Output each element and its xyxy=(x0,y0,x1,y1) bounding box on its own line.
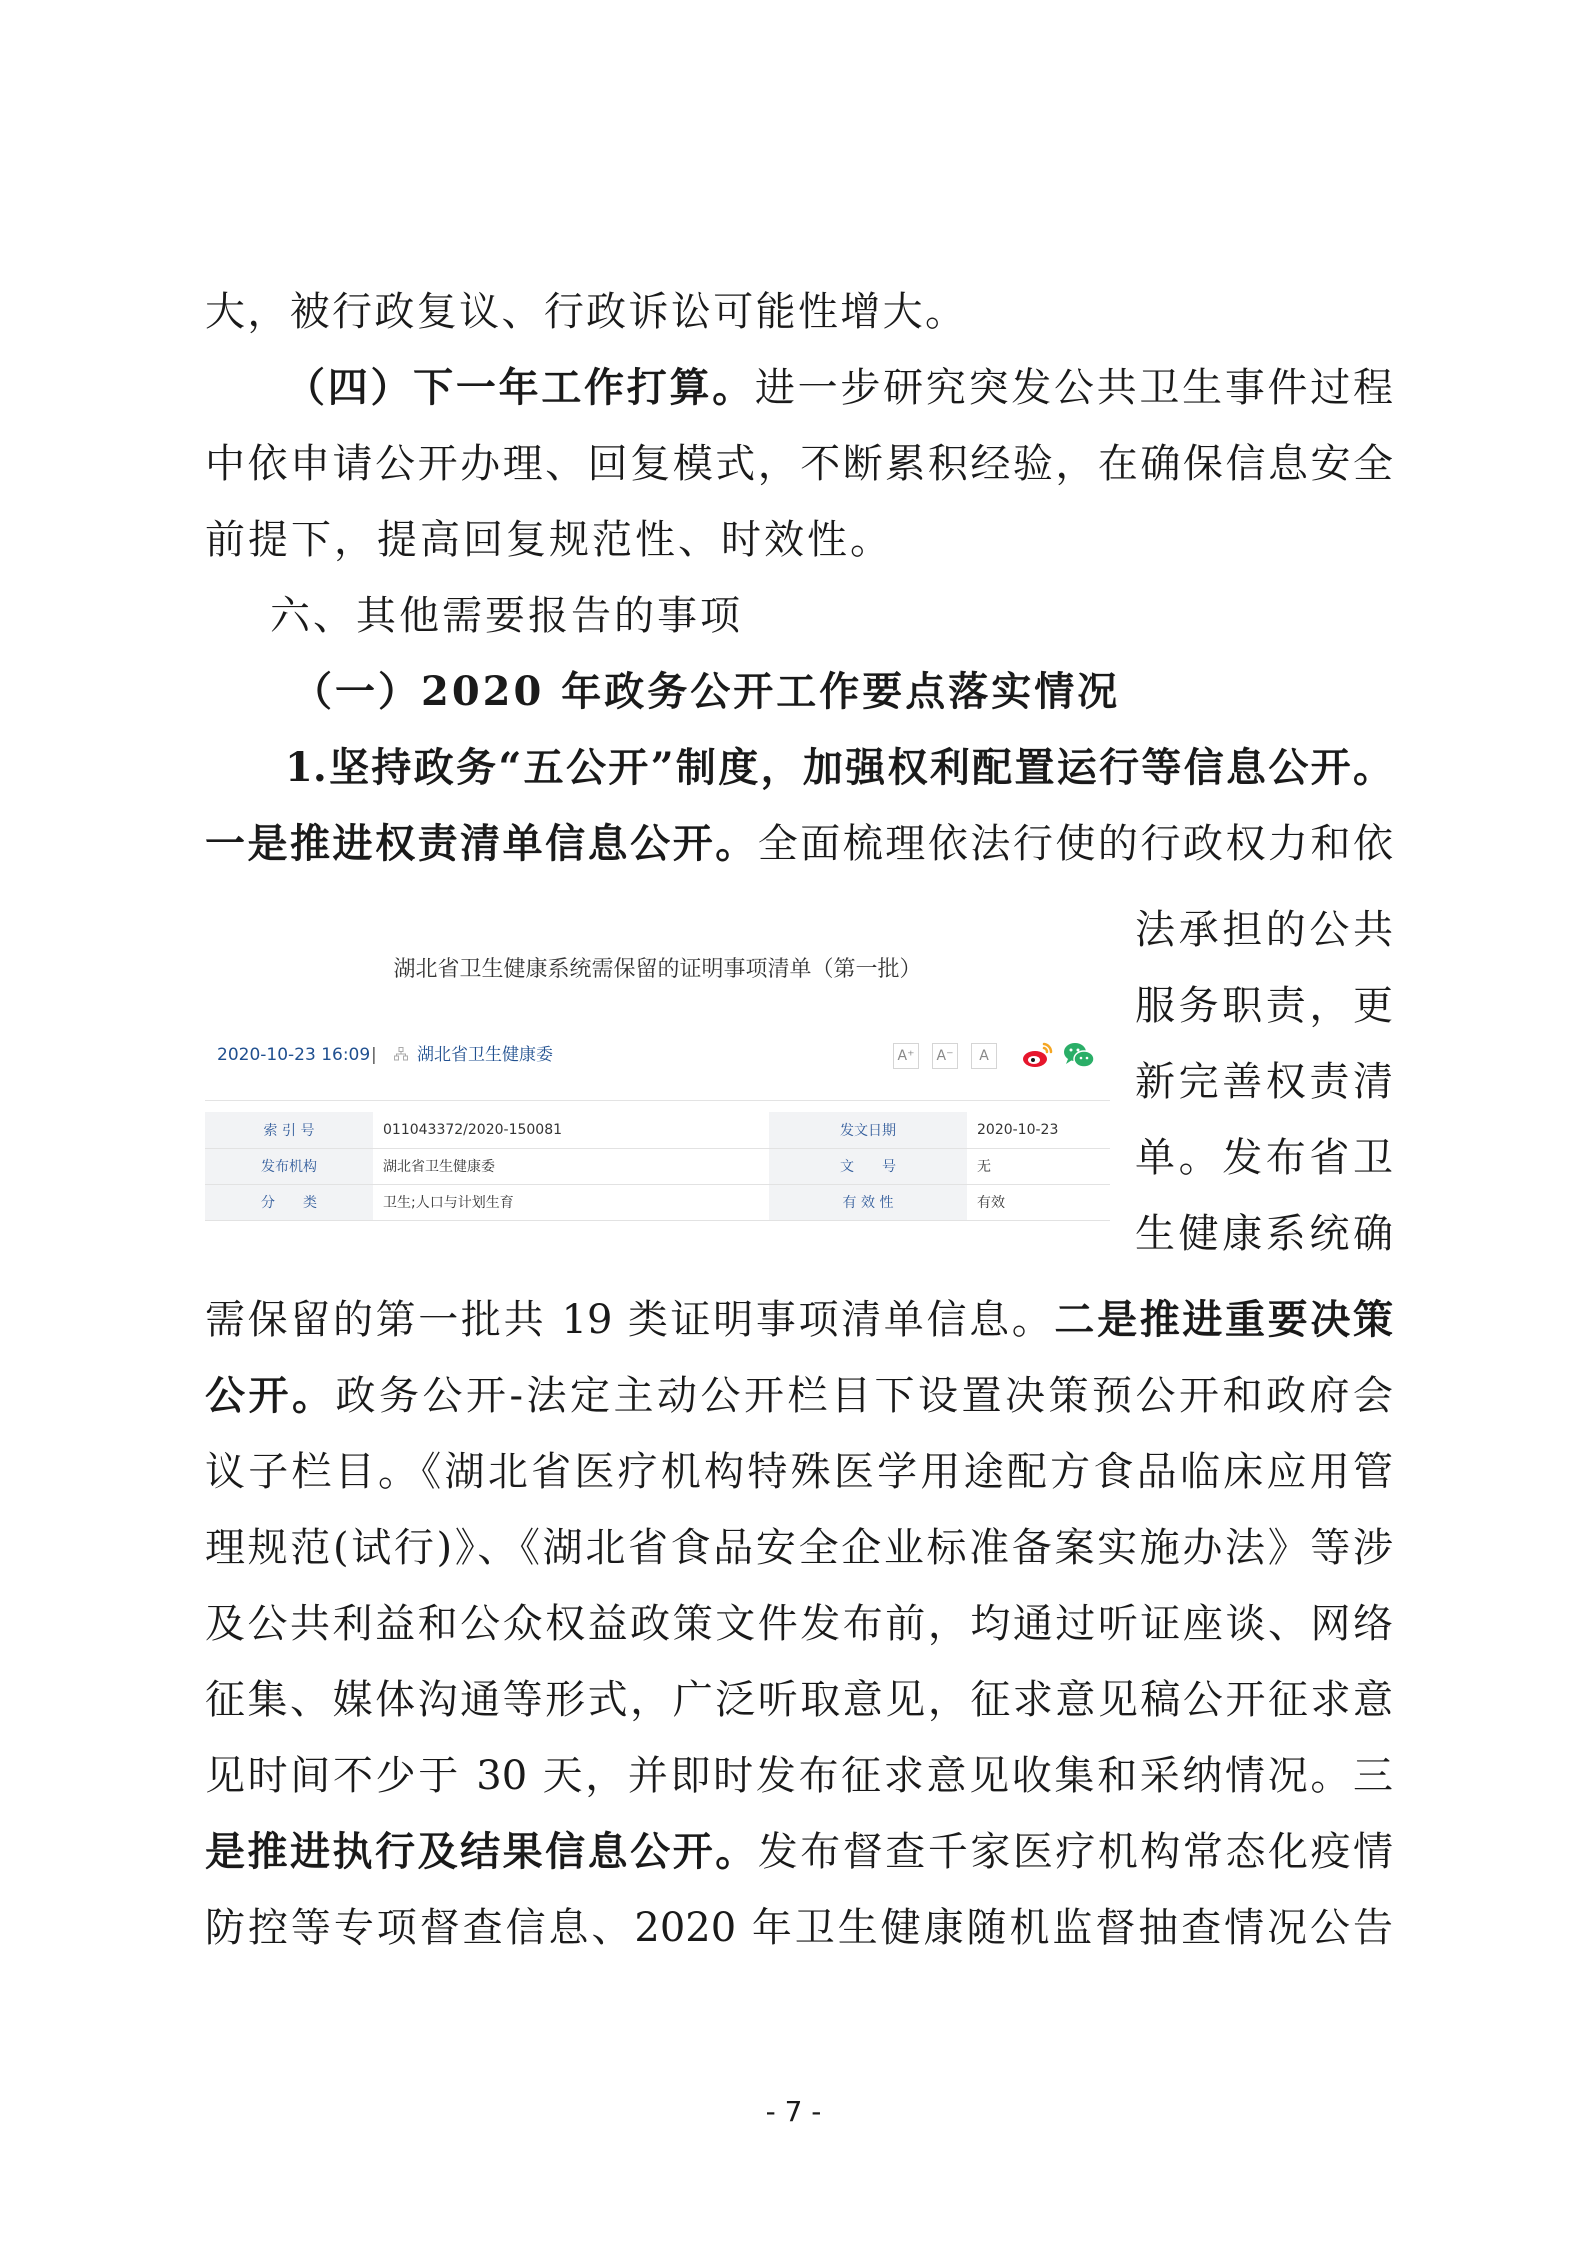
paragraph-line: 征集、媒体沟通等形式，广泛听取意见，征求意见稿公开征求意 xyxy=(205,1677,1393,1723)
text: 进一步研究突发公共卫生事件过程 xyxy=(754,365,1394,411)
wrapped-text-line: 生健康系统确 xyxy=(1135,1211,1393,1257)
paragraph-line xyxy=(285,362,1393,414)
article-info-table xyxy=(205,1112,1110,1221)
divider xyxy=(205,1100,1110,1101)
paragraph-line: 防控等专项督查信息、2020 年卫生健康随机监督抽查情况公告 xyxy=(205,1905,1393,1951)
document-number-value: 无 xyxy=(967,1148,1110,1184)
category-value: 卫生;人口与计划生育 xyxy=(373,1184,769,1220)
wrapped-text-line: 单。发布省卫 xyxy=(1135,1135,1393,1181)
heading-inline: 一是推进权责清单信息公开。 xyxy=(205,820,758,867)
issue-date-value: 2020-10-23 xyxy=(967,1112,1110,1148)
paragraph-line xyxy=(205,1294,1393,1346)
index-number-label: 索 引 号 xyxy=(205,1112,373,1148)
paragraph-line xyxy=(205,286,965,338)
paragraph-line: 及公共利益和公众权益政策文件发布前，均通过听证座谈、网络 xyxy=(205,1601,1393,1647)
paragraph-line xyxy=(205,1370,1393,1422)
publisher-link[interactable]: 湖北省卫生健康委 xyxy=(417,1045,553,1065)
text: 发布督查千家医疗机构常态化疫情 xyxy=(757,1829,1394,1875)
font-decrease-button[interactable]: A⁻ xyxy=(932,1043,958,1069)
wrapped-text-line: 服务职责，更 xyxy=(1135,983,1393,1029)
font-increase-button[interactable]: A⁺ xyxy=(893,1043,919,1069)
publisher-value: 湖北省卫生健康委 xyxy=(373,1148,769,1184)
wechat-icon[interactable] xyxy=(1062,1039,1096,1071)
paragraph-line xyxy=(205,1826,1393,1878)
text: 政务公开-法定主动公开栏目下设置决策预公开和政府会 xyxy=(335,1373,1394,1419)
weibo-icon[interactable] xyxy=(1020,1039,1054,1071)
wrapped-text-line: 新完善权责清 xyxy=(1135,1059,1393,1105)
bold-paragraph-line: 1.坚持政务“五公开”制度，加强权利配置运行等信息公开。 xyxy=(285,744,1393,791)
organization-icon xyxy=(394,1047,408,1061)
paragraph-line: 见时间不少于 30 天，并即时发布征求意见收集和采纳情况。三 xyxy=(205,1753,1393,1799)
embedded-screenshot xyxy=(205,945,1110,1245)
subsection-heading: （一）2020 年政务公开工作要点落实情况 xyxy=(292,668,1121,715)
table-row xyxy=(205,1148,1110,1184)
text: 需保留的第一批共 19 类证明事项清单信息。 xyxy=(205,1297,1055,1343)
heading-inline: 二是推进重要决策 xyxy=(1054,1296,1394,1343)
text: 全面梳理依法行使的行政权力和依 xyxy=(757,821,1394,867)
heading-inline: 公开。 xyxy=(205,1372,336,1419)
publisher-label: 发布机构 xyxy=(205,1148,373,1184)
paragraph-line: 中依申请公开办理、回复模式，不断累积经验，在确保信息安全 xyxy=(205,441,1393,487)
document-number-label: 文 号 xyxy=(769,1148,967,1184)
article-meta-bar xyxy=(205,1035,1110,1075)
paragraph-line: 理规范(试行)》、《湖北省食品安全企业标准备案实施办法》等涉 xyxy=(205,1525,1393,1571)
issue-date-label: 发文日期 xyxy=(769,1112,967,1148)
text: 大，被行政复议、行政诉讼可能性增大。 xyxy=(205,289,965,335)
heading-inline: 是推进执行及结果信息公开。 xyxy=(205,1828,758,1875)
table-row xyxy=(205,1112,1110,1148)
paragraph-line: 议子栏目。《湖北省医疗机构特殊医学用途配方食品临床应用管 xyxy=(205,1449,1393,1495)
paragraph-line xyxy=(205,818,1393,870)
section-heading: 六、其他需要报告的事项 xyxy=(270,593,743,639)
font-reset-button[interactable]: A xyxy=(971,1043,997,1069)
paragraph-line: 前提下，提高回复规范性、时效性。 xyxy=(205,517,893,563)
validity-value: 有效 xyxy=(967,1184,1110,1220)
publish-date: 2020-10-23 16:09 xyxy=(217,1045,371,1065)
figure-title: 湖北省卫生健康系统需保留的证明事项清单（第一批） xyxy=(393,957,922,982)
validity-label: 有 效 性 xyxy=(769,1184,967,1220)
wrapped-text-line: 法承担的公共 xyxy=(1135,907,1393,953)
table-row xyxy=(205,1184,1110,1220)
heading-inline: （四）下一年工作打算。 xyxy=(285,364,755,411)
index-number-value: 011043372/2020-150081 xyxy=(373,1112,769,1148)
category-label: 分 类 xyxy=(205,1184,373,1220)
page-number: - 7 - xyxy=(765,2095,822,2128)
separator: | xyxy=(371,1045,377,1065)
